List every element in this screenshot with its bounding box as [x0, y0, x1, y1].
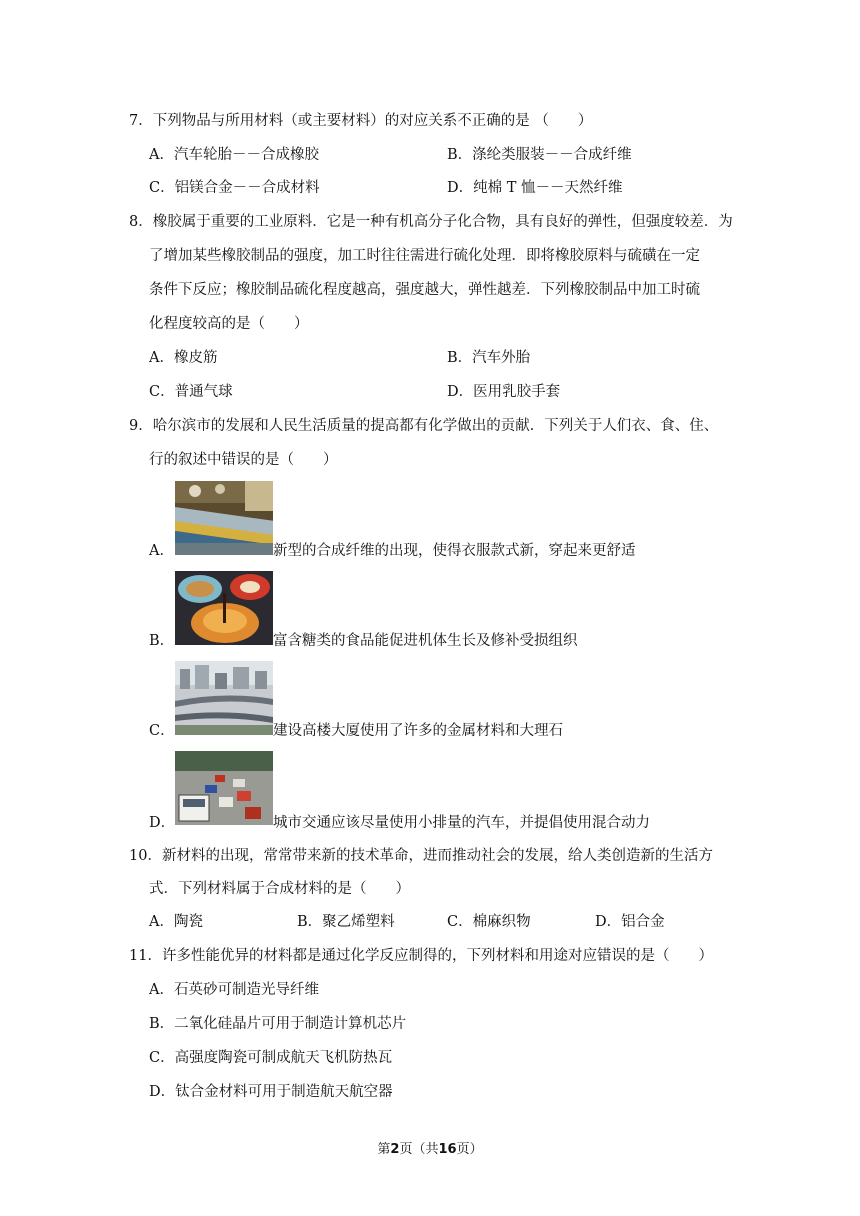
q9-option-d-text: 城市交通应该尽量使用小排量的汽车，并提倡使用混合动力 [273, 815, 650, 831]
q7-option-d: D．纯棉 T 恤－－天然纤维 [447, 180, 623, 196]
city-overpass-photo [175, 661, 273, 735]
q11-option-c: C．高强度陶瓷可制成航天飞机防热瓦 [149, 1050, 393, 1066]
textile-factory-photo [175, 481, 273, 555]
q11-option-a: A．石英砂可制造光导纤维 [149, 982, 319, 998]
q10-stem-line-1: 10．新材料的出现，常常带来新的技术革命，进而推动社会的发展，给人类创造新的生活方 [129, 848, 713, 864]
q10-option-c: C．棉麻织物 [447, 914, 531, 930]
q11-option-d: D．钛合金材料可用于制造航天航空器 [149, 1084, 393, 1100]
q7-option-a: A．汽车轮胎－－合成橡胶 [149, 147, 319, 163]
footer-total-pages: 16 [438, 1142, 457, 1157]
q9-option-c-text: 建设高楼大厦使用了许多的金属材料和大理石 [273, 723, 563, 739]
q11-option-b: B．二氧化硅晶片可用于制造计算机芯片 [149, 1016, 407, 1032]
q8-option-b: B．汽车外胎 [447, 350, 531, 366]
q8-stem-line-4: 化程度较高的是（ ） [149, 316, 309, 332]
q9-option-c-letter: C． [149, 723, 175, 739]
q8-option-a: A．橡皮筋 [149, 350, 218, 366]
food-plates-photo [175, 571, 273, 645]
footer-middle: 页（共 [399, 1142, 439, 1157]
q7-option-c: C．铝镁合金－－合成材料 [149, 180, 320, 196]
q8-option-d: D．医用乳胶手套 [447, 384, 561, 400]
q7-option-b: B．涤纶类服装－－合成纤维 [447, 147, 632, 163]
q9-option-a-text: 新型的合成纤维的出现，使得衣服款式新，穿起来更舒适 [273, 543, 636, 559]
q9-stem-line-1: 9．哈尔滨市的发展和人民生活质量的提高都有化学做出的贡献．下列关于人们衣、食、住、 [129, 418, 719, 434]
q7-stem: 7．下列物品与所用材料（或主要材料）的对应关系不正确的是 （ ） [129, 113, 593, 129]
q8-stem-line-3: 条件下反应；橡胶制品硫化程度越高，强度越大，弹性越差．下列橡胶制品中加工时硫 [149, 282, 700, 298]
city-traffic-photo [175, 751, 273, 825]
q8-stem-line-1: 8．橡胶属于重要的工业原料．它是一种有机高分子化合物，具有良好的弹性，但强度较差．为 [129, 214, 733, 230]
q8-stem-line-2: 了增加某些橡胶制品的强度，加工时往往需进行硫化处理．即将橡胶原料与硫磺在一定 [149, 248, 700, 264]
q8-option-c: C．普通气球 [149, 384, 233, 400]
q9-option-b-letter: B． [149, 633, 175, 649]
q10-option-a: A．陶瓷 [149, 914, 203, 930]
q9-option-a-letter: A． [149, 543, 174, 559]
q9-stem-line-2: 行的叙述中错误的是（ ） [149, 452, 338, 468]
q10-option-b: B．聚乙烯塑料 [297, 914, 395, 930]
footer-prefix: 第 [377, 1142, 391, 1157]
q11-stem: 11．许多性能优异的材料都是通过化学反应制得的，下列材料和用途对应错误的是（ ） [129, 948, 713, 964]
footer-page-number: 2 [390, 1142, 400, 1157]
q10-option-d: D．铝合金 [595, 914, 665, 930]
q9-option-b-text: 富含糖类的食品能促进机体生长及修补受损组织 [273, 633, 578, 649]
page-footer [0, 1141, 860, 1159]
q10-stem-line-2: 式．下列材料属于合成材料的是（ ） [149, 881, 410, 897]
footer-suffix: 页） [456, 1142, 483, 1157]
q9-option-d-letter: D． [149, 815, 176, 831]
